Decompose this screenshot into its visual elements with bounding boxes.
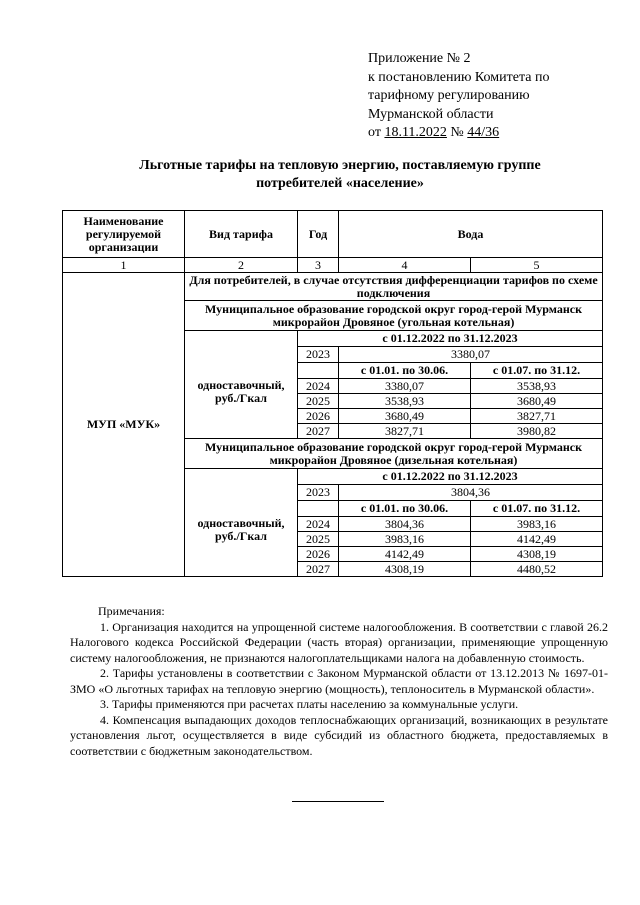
- appendix-from: от: [368, 125, 385, 140]
- year-cell: 2023: [298, 347, 339, 363]
- column-number-row: [63, 258, 603, 273]
- value-cell: 4480,52: [471, 562, 603, 577]
- value-cell: 3827,71: [471, 409, 603, 424]
- title-line: потребителей «население»: [256, 176, 424, 191]
- half2-header: с 01.07. по 31.12.: [471, 501, 603, 517]
- table-header-row: [63, 211, 603, 258]
- tariff-type-cell: одноставочный, руб./Гкал: [185, 347, 298, 439]
- appendix-line: к постановлению Комитета по: [368, 69, 550, 85]
- year-cell: 2027: [298, 562, 339, 577]
- appendix-no: №: [446, 125, 468, 140]
- col-number: 5: [471, 258, 603, 273]
- value-cell: 3804,36: [339, 517, 471, 532]
- closing-rule: [292, 801, 384, 802]
- year-cell: 2025: [298, 532, 339, 547]
- half2-header: с 01.07. по 31.12.: [471, 363, 603, 379]
- value-cell: 3980,82: [471, 424, 603, 439]
- value-cell: 3827,71: [339, 424, 471, 439]
- value-cell: 3983,16: [339, 532, 471, 547]
- year-cell: 2025: [298, 394, 339, 409]
- col-number: 2: [185, 258, 298, 273]
- appendix-line: тарифному регулированию: [368, 88, 530, 103]
- appendix-header: [368, 50, 549, 143]
- value-cell: 3538,93: [339, 394, 471, 409]
- value-cell: 4308,19: [471, 547, 603, 562]
- table-row: [63, 273, 603, 301]
- half1-header: с 01.01. по 30.06.: [339, 363, 471, 379]
- year-cell: 2024: [298, 517, 339, 532]
- value-cell: 4308,19: [339, 562, 471, 577]
- value-cell: 4142,49: [339, 547, 471, 562]
- document-title: [60, 157, 620, 193]
- note-item: 4. Компенсация выпадающих доходов теплоснабжающих организаций, возникающих в результате установления льгот, осуществляется в виде субсидий из областного бюджета, предоставляемых в соответствии с бюджетным законодательством.: [70, 712, 608, 758]
- municipality-cell: Муниципальное образование городской округ город-герой Мурманск микрорайон Дровяное (угольная котельная): [185, 301, 603, 331]
- value-cell: 3804,36: [339, 485, 603, 501]
- value-cell: 3380,07: [339, 379, 471, 394]
- year-cell: 2023: [298, 485, 339, 501]
- section-note: Для потребителей, в случае отсутствия дифференциации тарифов по схеме подключения: [185, 273, 603, 301]
- value-cell: 3538,93: [471, 379, 603, 394]
- notes-section: [70, 604, 608, 759]
- municipality-cell: Муниципальное образование городской округ город-герой Мурманск микрорайон Дровяное (дизельная котельная): [185, 439, 603, 469]
- col-number: 1: [63, 258, 185, 273]
- tariff-table: [62, 210, 603, 577]
- title-line: Льготные тарифы на тепловую энергию, поставляемую группе: [139, 158, 541, 173]
- col-number: 3: [298, 258, 339, 273]
- year-cell: 2026: [298, 547, 339, 562]
- decree-date: 18.11.2022: [384, 125, 447, 140]
- col-number: 4: [339, 258, 471, 273]
- value-cell: 3680,49: [339, 409, 471, 424]
- value-cell: 3983,16: [471, 517, 603, 532]
- year-cell: 2024: [298, 379, 339, 394]
- header-tariff-type: Вид тарифа: [185, 211, 298, 258]
- value-cell: 3380,07: [339, 347, 603, 363]
- appendix-line: Мурманской области: [368, 106, 494, 122]
- org-name-cell: МУП «МУК»: [63, 273, 185, 577]
- value-cell: 3680,49: [471, 394, 603, 409]
- appendix-date-line: [368, 124, 549, 143]
- appendix-line: Приложение № 2: [368, 51, 471, 66]
- decree-number: 44/36: [467, 125, 500, 140]
- header-year: Год: [298, 211, 339, 258]
- note-item: 2. Тарифы установлены в соответствии с Законом Мурманской области от 13.12.2013 № 1697-01-ЗМО «О льготных тарифах на тепловую энергию (мощность), теплоноситель в Мурманской области».: [70, 666, 608, 696]
- header-org: Наименование регулируемой организации: [63, 211, 185, 258]
- period-cell: с 01.12.2022 по 31.12.2023: [298, 331, 603, 347]
- note-item: 3. Тарифы применяются при расчетах платы населению за коммунальные услуги.: [100, 697, 519, 711]
- note-item: 1. Организация находится на упрощенной системе налогообложения. В соответствии с главой 26.2 Налогового кодекса Российской Федерации (часть вторая) организации, применяющие упрощенную систему налогообложения, не признаются налогоплательщиками налога на добавленную стоимость.: [70, 619, 608, 665]
- year-cell: 2027: [298, 424, 339, 439]
- period-cell: с 01.12.2022 по 31.12.2023: [298, 469, 603, 485]
- half1-header: с 01.01. по 30.06.: [339, 501, 471, 517]
- value-cell: 4142,49: [471, 532, 603, 547]
- header-water: Вода: [339, 211, 603, 258]
- year-cell: 2026: [298, 409, 339, 424]
- tariff-type-cell: одноставочный, руб./Гкал: [185, 485, 298, 577]
- notes-heading: Примечания:: [98, 604, 165, 618]
